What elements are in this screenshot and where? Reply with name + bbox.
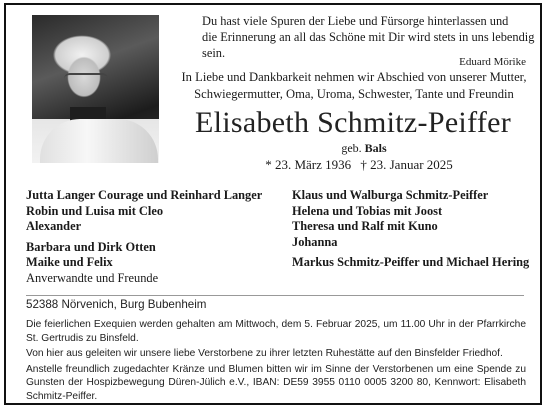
mourners-left-column [26, 188, 262, 286]
memorial-quote [202, 13, 536, 68]
quote-line: die Erinnerung an all das Schöne mit Dir wird stets in uns lebendig sein. [202, 30, 535, 60]
mourner-entry: Barbara und Dirk Otten [26, 239, 156, 254]
notice-paragraph: Von hier aus geleiten wir unsere liebe Verstorbene zu ihrer letzten Ruhestätte auf den Binsfelder Friedhof. [26, 348, 503, 360]
obituary-notice [4, 3, 542, 405]
mourner-entry: Maike und Felix [26, 255, 113, 269]
deceased-name: Elisabeth Schmitz-Peiffer [194, 106, 512, 139]
mourner-entry: Klaus und Walburga Schmitz-Peiffer [292, 188, 489, 202]
notice-paragraph: Anstelle freundlich zugedachter Kränze und Blumen bitten wir im Sinne der Verstorbenen um eine Spende zu Gunsten der Hospizbewegung Düren-Jülich e.V., IBAN: DE59 3955 0110 0005 3200 80, Kennwort: Elisabeth Schmitz-Peiffer. [26, 363, 526, 402]
mourner-entry: Theresa und Ralf mit Kuno [292, 219, 438, 233]
mourner-entry: Anverwandte und Freunde [26, 270, 159, 285]
mourner-entry: Johanna [292, 234, 338, 249]
farewell-intro [174, 69, 534, 102]
nee-name: Bals [364, 141, 387, 155]
quote-line: Du hast viele Spuren der Liebe und Fürsorge hinterlassen und [202, 14, 509, 28]
birth-name [6, 141, 544, 156]
mourner-entry: Jutta Langer Courage und Reinhard Langer [26, 188, 263, 202]
funeral-notice [26, 318, 526, 406]
death-date: † 23. Januar 2025 [360, 157, 453, 172]
portrait-glasses [64, 73, 108, 85]
mourner-entry: Helena und Tobias mit Joost [292, 203, 443, 218]
birth-date: * 23. März 1936 [265, 157, 352, 172]
nee-prefix: geb. [341, 141, 362, 155]
quote-author: Eduard Mörike [459, 56, 526, 68]
intro-line: In Liebe und Dankbarkeit nehmen wir Abschied von unserer Mutter, [181, 70, 527, 84]
mourner-entry: Robin und Luisa mit Cleo [26, 203, 164, 218]
mourner-entry: Markus Schmitz-Peiffer und Michael Hering [292, 255, 530, 269]
life-dates [6, 157, 544, 173]
family-address: 52388 Nörvenich, Burg Bubenheim [26, 298, 207, 311]
mourner-entry: Alexander [26, 219, 82, 233]
mourners-right-column [292, 188, 529, 271]
divider [26, 295, 524, 296]
intro-line: Schwiegermutter, Oma, Uroma, Schwester, Tante und Freundin [194, 86, 514, 101]
notice-paragraph: Die feierlichen Exequien werden gehalten am Mittwoch, dem 5. Februar 2025, um 11.00 Uhr in der Pfarrkirche St. Gertrudis zu Binsfeld. [26, 319, 526, 344]
